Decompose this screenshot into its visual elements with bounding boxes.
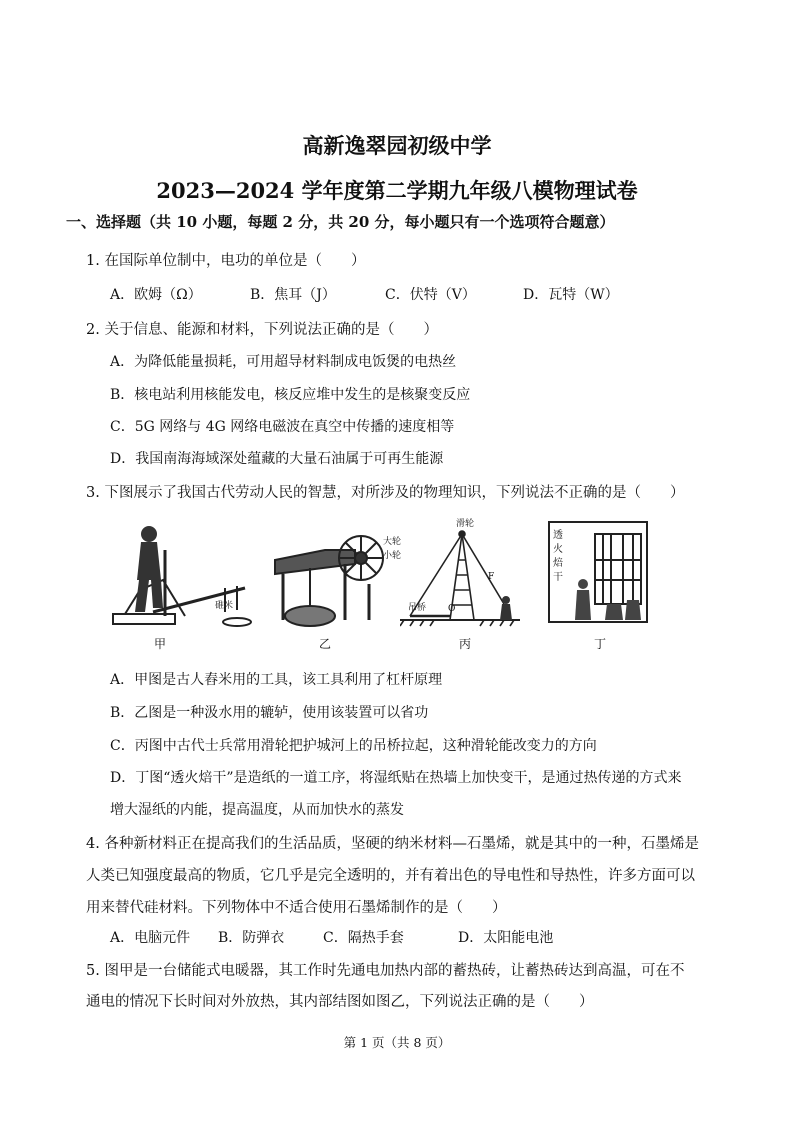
q2-option-b: B．核电站利用核能发电，核反应堆中发生的是核聚变反应 — [110, 387, 471, 403]
q3-figures — [105, 520, 705, 652]
figure-label-ding: 丁 — [593, 637, 606, 651]
figure-ding — [547, 520, 652, 652]
q1-option-b: B．焦耳（J） — [250, 287, 336, 303]
figure-jia — [105, 520, 255, 652]
q4-stem-line1: 4. 各种新材料正在提高我们的生活品质，坚硬的纳米材料—石墨烯，就是其中的一种，石墨烯是 — [86, 836, 699, 852]
figure-label-jia: 甲 — [153, 637, 166, 651]
label-big-wheel: 大轮 — [383, 537, 402, 547]
label-rice: 碓米 — [215, 601, 234, 611]
exam-title: 2023—2024 学年度第二学期九年级八模物理试卷 — [156, 178, 638, 203]
school-name: 高新逸翠园初级中学 — [302, 133, 492, 158]
section-heading: 一、选择题（共 10 小题，每题 2 分，共 20 分，每小题只有一个选项符合题意） — [66, 213, 615, 231]
q4-option-a: A．电脑元件 — [110, 930, 191, 946]
q1-option-c: C．伏特（V） — [385, 287, 476, 303]
q5-stem-line1: 5. 图甲是一台储能式电暖器，其工作时先通电加热内部的蓄热砖，让蓄热砖达到高温，可在不 — [86, 963, 685, 979]
label-point-o: O — [448, 604, 456, 614]
q1-option-a: A．欧姆（Ω） — [110, 287, 202, 303]
q3-stem: 3. 下图展示了我国古代劳动人民的智慧，对所涉及的物理知识，下列说法不正确的是（ ） — [86, 485, 685, 501]
label-dry-2: 火 — [553, 544, 563, 555]
drawbridge-drawing — [400, 520, 530, 635]
label-small-wheel: 小轮 — [383, 551, 402, 561]
q5-stem-line2: 通电的情况下长时间对外放热，其内部结图如图乙，下列说法正确的是（ ） — [86, 994, 594, 1010]
figure-bing — [400, 520, 530, 652]
q3-option-c: C．丙图中古代士兵常用滑轮把护城河上的吊桥拉起，这种滑轮能改变力的方向 — [110, 738, 597, 754]
rice-pestle-drawing — [105, 520, 255, 635]
figure-label-yi: 乙 — [318, 637, 331, 651]
q1-option-d: D．瓦特（W） — [523, 287, 619, 303]
q4-option-b: B．防弹衣 — [218, 930, 285, 946]
label-pulley: 滑轮 — [456, 519, 475, 529]
label-bridge: 吊桥 — [408, 603, 427, 613]
label-dry-1: 透 — [553, 530, 563, 541]
q2-option-d: D．我国南海海域深处蕴藏的大量石油属于可再生能源 — [110, 451, 444, 467]
label-force: F — [488, 572, 495, 582]
figure-yi — [265, 520, 415, 652]
q4-stem-line3: 用来替代硅材料。下列物体中不适合使用石墨烯制作的是（ ） — [86, 900, 507, 916]
q2-option-c: C．5G 网络与 4G 网络电磁波在真空中传播的速度相等 — [110, 419, 455, 435]
label-dry-3: 焙 — [553, 558, 563, 569]
figure-label-bing: 丙 — [458, 637, 471, 651]
q3-option-d-cont: 增大湿纸的内能，提高温度，从而加快水的蒸发 — [110, 802, 404, 818]
q2-option-a: A．为降低能量损耗，可用超导材料制成电饭煲的电热丝 — [110, 354, 457, 370]
q4-option-c: C．隔热手套 — [323, 930, 404, 946]
page-number: 第 1 页（共 8 页） — [343, 1035, 451, 1050]
q4-option-d: D．太阳能电池 — [458, 930, 554, 946]
q2-stem: 2. 关于信息、能源和材料，下列说法正确的是（ ） — [86, 322, 438, 338]
q3-option-d: D．丁图“透火焙干”是造纸的一道工序，将湿纸贴在热墙上加快变干，是通过热传递的方式来 — [110, 770, 682, 786]
label-dry-4: 干 — [553, 572, 563, 583]
q4-stem-line2: 人类已知强度最高的物质，它几乎是完全透明的，并有着出色的导电性和导热性，许多方面可以 — [86, 868, 695, 884]
q3-option-b: B．乙图是一种汲水用的辘轳，使用该装置可以省功 — [110, 705, 429, 721]
q3-option-a: A．甲图是古人舂米用的工具，该工具利用了杠杆原理 — [110, 672, 443, 688]
q1-stem: 1. 在国际单位制中，电功的单位是（ ） — [86, 253, 366, 269]
